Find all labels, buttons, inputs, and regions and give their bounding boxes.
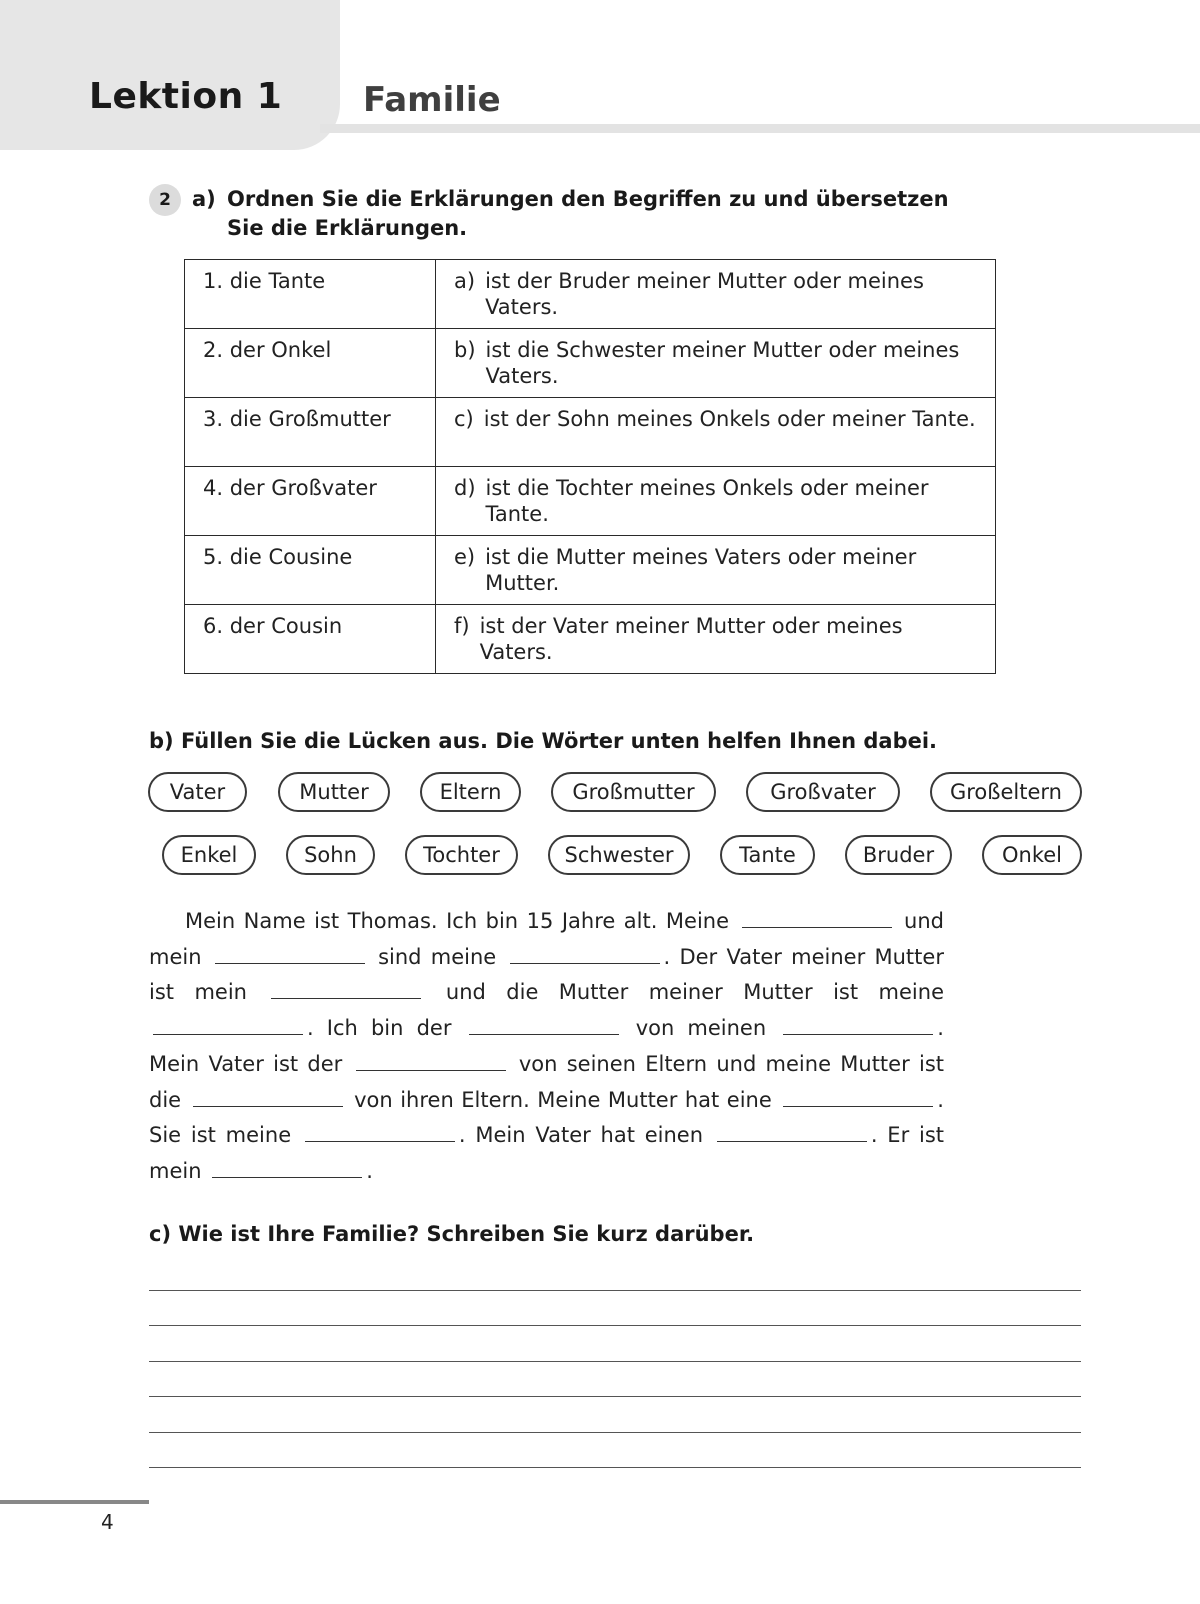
- writing-line[interactable]: [149, 1467, 1081, 1468]
- text-segment: sind meine: [378, 944, 497, 969]
- writing-line[interactable]: [149, 1432, 1081, 1433]
- table-row: [185, 536, 996, 605]
- definition-cell: [436, 329, 996, 398]
- word-chip: Bruder: [845, 835, 952, 875]
- writing-line[interactable]: [149, 1325, 1081, 1326]
- definition-text: ist der Bruder meiner Mutter oder meines Vaters.: [485, 269, 924, 319]
- table-row: [185, 605, 996, 674]
- blank-field[interactable]: [215, 944, 365, 964]
- text-segment: und mein: [149, 909, 944, 969]
- definition-cell: [436, 467, 996, 536]
- lesson-label: Lektion 1: [89, 76, 283, 117]
- header-tab: [0, 0, 340, 150]
- gap-fill-text: [149, 904, 944, 1190]
- table-row: [185, 467, 996, 536]
- blank-field[interactable]: [783, 1015, 933, 1035]
- text-segment: Mein Name ist Thomas. Ich bin 15 Jahre alt. Meine: [185, 909, 730, 933]
- writing-line[interactable]: [149, 1361, 1081, 1362]
- word-chip: Vater: [148, 772, 247, 812]
- matching-table: [184, 259, 996, 674]
- definition-cell: [436, 605, 996, 674]
- text-segment: . Sie ist meine: [149, 1087, 944, 1148]
- table-row: [185, 329, 996, 398]
- text-segment: und die Mutter meiner Mutter ist meine: [445, 980, 944, 1005]
- word-chip: Onkel: [982, 835, 1082, 875]
- part-c-instruction: c) Wie ist Ihre Familie? Schreiben Sie kurz darüber.: [149, 1222, 755, 1246]
- table-row: [185, 398, 996, 467]
- blank-field[interactable]: [271, 979, 421, 999]
- part-b-instruction: b) Füllen Sie die Lücken aus. Die Wörter unten helfen Ihnen dabei.: [149, 729, 938, 753]
- term-cell: 1. die Tante: [185, 260, 436, 329]
- word-chip: Sohn: [286, 835, 375, 875]
- text-segment: von seinen Eltern und meine Mutter ist die: [149, 1051, 944, 1112]
- blank-field[interactable]: [783, 1087, 933, 1107]
- text-segment: . Mein Vater ist der: [149, 1016, 944, 1076]
- blank-field[interactable]: [193, 1087, 343, 1107]
- exercise-number-badge: 2: [149, 184, 181, 216]
- term-cell: 3. die Großmutter: [185, 398, 436, 467]
- word-chip: Schwester: [548, 835, 690, 875]
- text-segment: von meinen: [635, 1016, 767, 1041]
- term-cell: 6. der Cousin: [185, 605, 436, 674]
- word-chip: Mutter: [278, 772, 390, 812]
- blank-field[interactable]: [356, 1051, 506, 1071]
- word-chip: Tante: [720, 835, 815, 875]
- blank-field[interactable]: [510, 944, 660, 964]
- definition-letter: b): [454, 338, 476, 362]
- definition-text: ist der Sohn meines Onkels oder meiner Tante.: [483, 407, 976, 431]
- blank-field[interactable]: [212, 1158, 362, 1178]
- text-segment: . Ich bin der: [307, 1016, 452, 1041]
- definition-text: ist die Mutter meines Vaters oder meiner Mutter.: [485, 545, 917, 595]
- page-number: 4: [101, 1510, 114, 1534]
- word-chip: Eltern: [420, 772, 521, 812]
- definition-letter: d): [454, 476, 476, 500]
- writing-line[interactable]: [149, 1396, 1081, 1397]
- definition-text: ist die Schwester meiner Mutter oder meines Vaters.: [485, 338, 960, 388]
- writing-line[interactable]: [149, 1290, 1081, 1291]
- definition-letter: f): [454, 614, 470, 638]
- word-chip: Großeltern: [930, 772, 1082, 812]
- text-segment: . Er ist mein: [149, 1123, 945, 1183]
- header-rule: [320, 124, 1200, 133]
- definition-letter: c): [454, 407, 474, 431]
- definition-cell: [436, 536, 996, 605]
- blank-field[interactable]: [717, 1122, 867, 1142]
- table-row: [185, 260, 996, 329]
- word-chip: Großvater: [746, 772, 900, 812]
- text-segment: von ihren Eltern. Meine Mutter hat eine: [354, 1087, 772, 1112]
- term-cell: 4. der Großvater: [185, 467, 436, 536]
- definition-letter: e): [454, 545, 476, 569]
- definition-text: ist der Vater meiner Mutter oder meines Vaters.: [479, 614, 903, 664]
- part-a-instruction: [192, 185, 992, 243]
- lesson-title: Familie: [363, 80, 501, 120]
- text-segment: . Mein Vater hat einen: [458, 1123, 704, 1148]
- word-chip: Tochter: [405, 835, 518, 875]
- term-cell: 5. die Cousine: [185, 536, 436, 605]
- blank-field[interactable]: [742, 908, 892, 928]
- part-a-letter: a): [192, 187, 216, 211]
- text-segment: . Der Vater meiner Mutter ist mein: [149, 944, 944, 1005]
- blank-field[interactable]: [153, 1015, 303, 1035]
- blank-field[interactable]: [305, 1122, 455, 1142]
- part-a-instruction-text: Ordnen Sie die Erklärungen den Begriffen zu und übersetzen Sie die Erklärungen.: [227, 187, 949, 240]
- definition-text: ist die Tochter meines Onkels oder meiner Tante.: [485, 476, 929, 526]
- word-chip: Enkel: [162, 835, 256, 875]
- word-chip: Großmutter: [551, 772, 716, 812]
- definition-cell: [436, 398, 996, 467]
- definition-letter: a): [454, 269, 476, 293]
- text-segment: .: [366, 1158, 373, 1183]
- term-cell: 2. der Onkel: [185, 329, 436, 398]
- blank-field[interactable]: [469, 1015, 619, 1035]
- definition-cell: [436, 260, 996, 329]
- footer-rule: [0, 1500, 149, 1504]
